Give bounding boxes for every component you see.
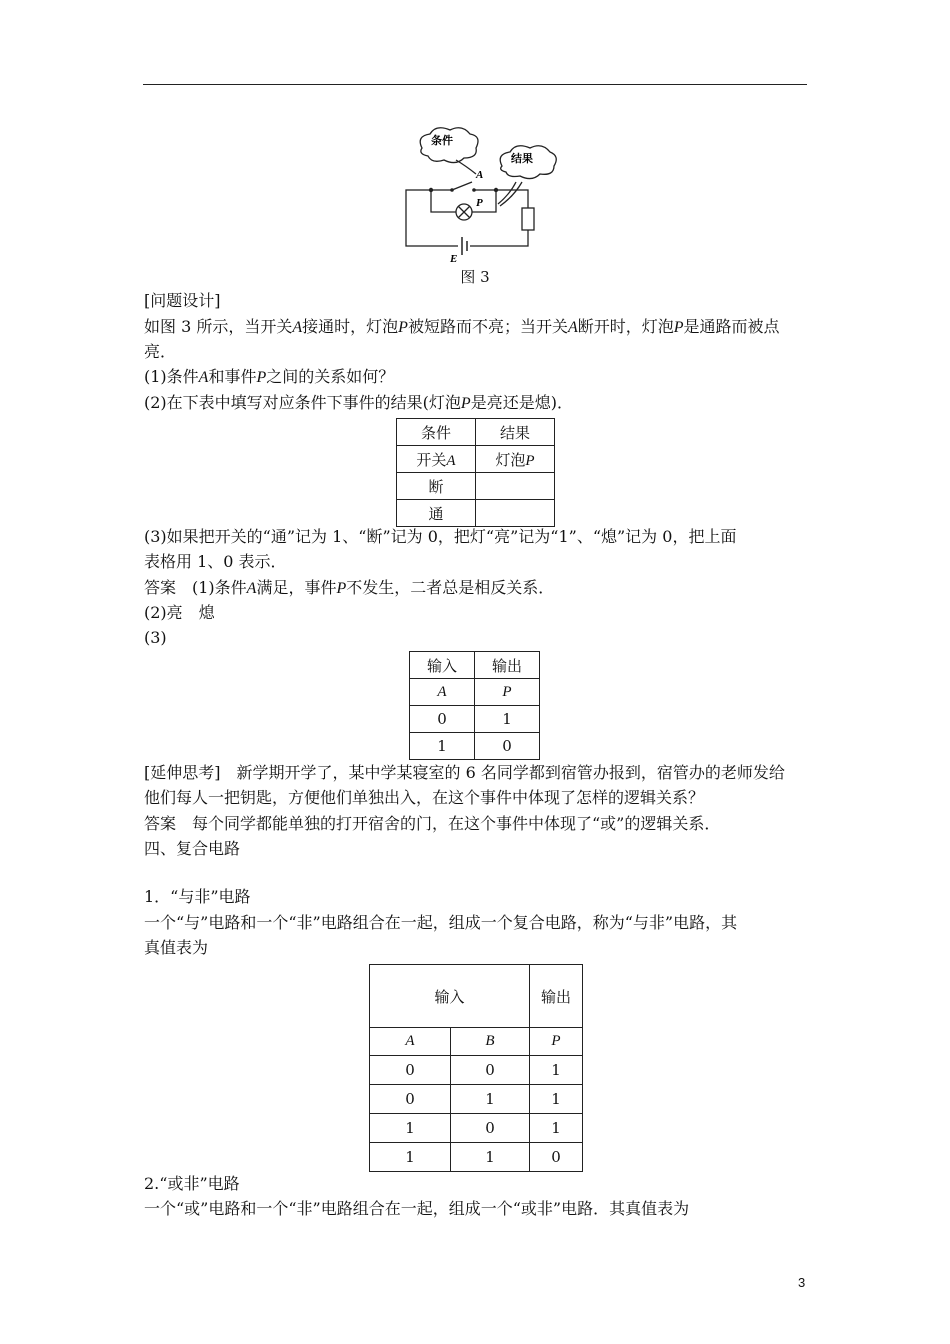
page-number: 3 — [798, 1275, 806, 1290]
question-1: (1)条件A和事件P之间的关系如何？ — [144, 367, 395, 386]
table-cell: 0 — [530, 1143, 583, 1172]
question-2: (2)在下表中填写对应条件下事件的结果(灯泡P是亮还是熄)． — [144, 393, 573, 412]
nor-description: 一个“或”电路和一个“非”电路组合在一起，组成一个“或非”电路．其真值表为 — [144, 1199, 690, 1218]
nand-truth-table — [369, 964, 583, 1172]
condition-result-table — [396, 418, 555, 527]
table-header: 输入 — [410, 652, 475, 679]
table-cell: 1 — [451, 1143, 530, 1172]
answer-2: (2)亮 熄 — [144, 603, 215, 622]
nand-title: 1．“与非”电路 — [144, 887, 251, 906]
condition-label: 条件 — [431, 134, 453, 147]
intro-line-2: 亮． — [144, 342, 177, 361]
table-cell: 1 — [451, 1085, 530, 1114]
table-header: 结果 — [476, 419, 555, 446]
answer-1: 答案 (1)条件A满足，事件P不发生，二者总是相反关系． — [144, 578, 555, 597]
table-cell: 1 — [475, 706, 540, 733]
figure-caption: 图 3 — [460, 268, 490, 286]
nand-description-line-1: 一个“与”电路和一个“非”电路组合在一起，组成一个复合电路，称为“与非”电路，其 — [144, 913, 738, 932]
circuit-figure — [398, 124, 558, 264]
nor-title: 2.“或非”电路 — [144, 1174, 240, 1193]
table-cell: 0 — [451, 1114, 530, 1143]
table-header: 输出 — [530, 965, 583, 1028]
section-heading: [问题设计] — [144, 291, 221, 310]
table-cell: A — [370, 1028, 451, 1056]
switch-label: A — [476, 169, 484, 181]
result-label: 结果 — [511, 152, 533, 165]
extension-line-2: 他们每人一把钥匙，方便他们单独出入，在这个事件中体现了怎样的逻辑关系？ — [144, 788, 705, 807]
table-cell: B — [451, 1028, 530, 1056]
table-cell: 断 — [397, 473, 476, 500]
table-header: 输出 — [475, 652, 540, 679]
answer-3: (3) — [144, 628, 167, 647]
table-header: 输入 — [370, 965, 530, 1028]
table-cell: 1 — [530, 1114, 583, 1143]
table-cell — [476, 473, 555, 500]
table-cell: 1 — [410, 733, 475, 760]
table-cell — [476, 500, 555, 527]
table-cell: 1 — [370, 1114, 451, 1143]
intro-line-1: 如图 3 所示，当开关A接通时，灯泡P被短路而不亮；当开关A断开时，灯泡P是通路而被点 — [144, 317, 780, 336]
part-heading: 四、复合电路 — [144, 839, 241, 858]
table-cell: 0 — [451, 1056, 530, 1085]
table-header: 条件 — [397, 419, 476, 446]
battery-label: E — [450, 253, 458, 264]
answer-truth-table — [409, 651, 540, 760]
table-cell: 0 — [410, 706, 475, 733]
bulb-label: P — [476, 197, 483, 209]
table-cell: 通 — [397, 500, 476, 527]
table-cell: A — [410, 679, 475, 706]
table-cell: P — [475, 679, 540, 706]
table-cell: 1 — [530, 1085, 583, 1114]
table-cell: 0 — [475, 733, 540, 760]
table-cell: 0 — [370, 1056, 451, 1085]
table-cell: 1 — [370, 1143, 451, 1172]
table-cell: 0 — [370, 1085, 451, 1114]
extension-answer: 答案 每个同学都能单独的打开宿舍的门，在这个事件中体现了“或”的逻辑关系． — [144, 814, 721, 833]
table-cell: 1 — [530, 1056, 583, 1085]
header-rule — [143, 84, 807, 85]
table-cell: P — [530, 1028, 583, 1056]
table-cell: 灯泡P — [476, 446, 555, 473]
question-3-line-1: (3)如果把开关的“通”记为 1、“断”记为 0，把灯“亮”记为“1”、“熄”记为 0，把上面 — [144, 527, 737, 546]
table-cell: 开关A — [397, 446, 476, 473]
question-3-line-2: 表格用 1、0 表示． — [144, 552, 287, 571]
extension-line-1: [延伸思考] 新学期开学了，某中学某寝室的 6 名同学都到宿管办报到，宿管办的老师发给 — [144, 763, 785, 782]
nand-description-line-2: 真值表为 — [144, 938, 209, 957]
